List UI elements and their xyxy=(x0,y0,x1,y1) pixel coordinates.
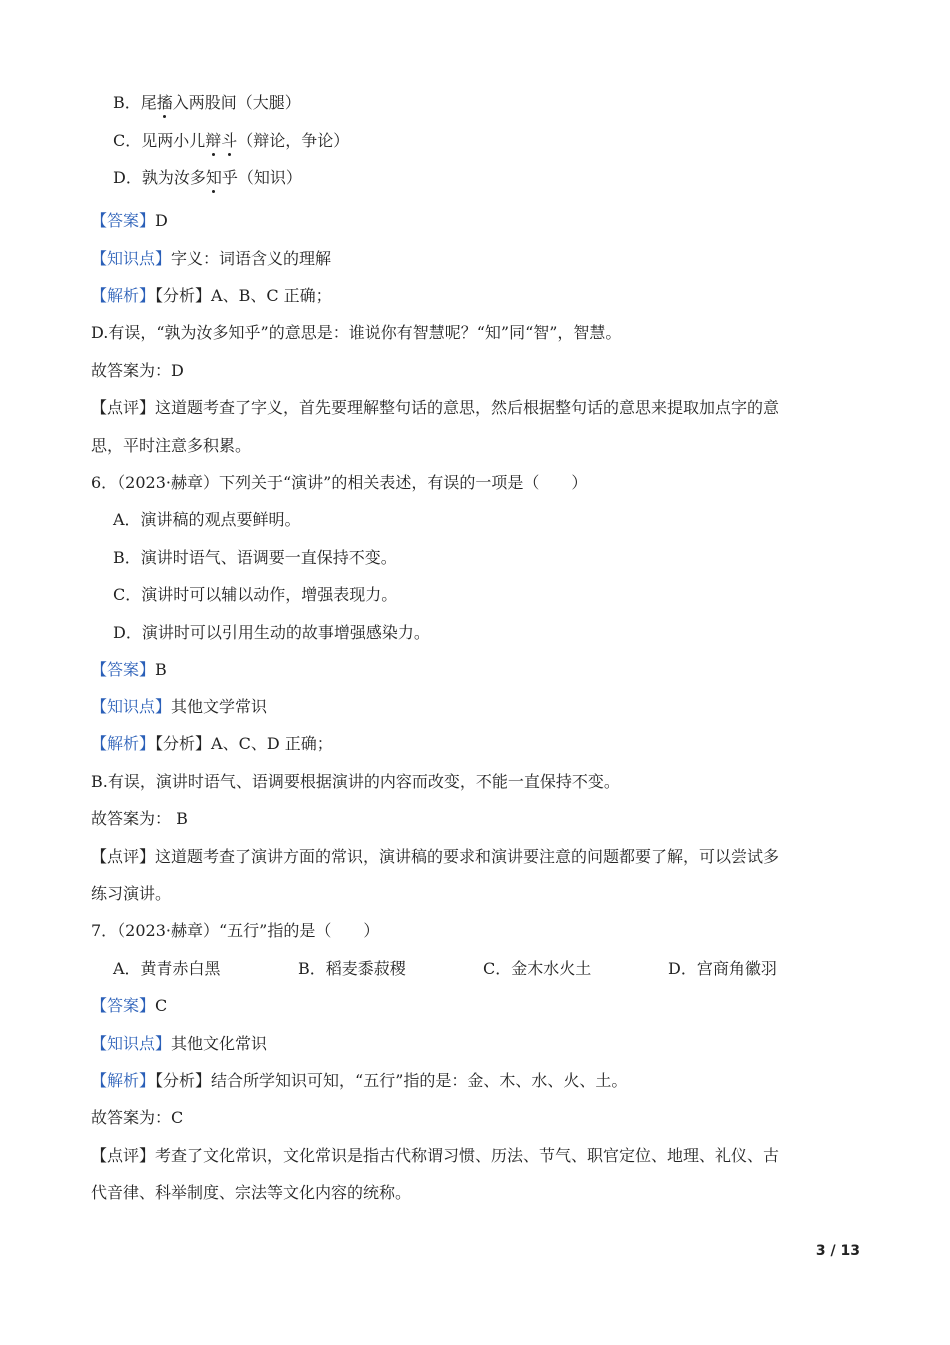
option-text: 入两股间（大腿） xyxy=(172,93,301,112)
comment-text: 考查了文化常识，文化常识是指古代称谓习惯、历法、节气、职官定位、地理、礼仪、古 xyxy=(155,1146,780,1165)
dotted-char: 搐 xyxy=(156,93,173,112)
question-stem: 7．（2023·赫章）“五行”指的是（ ） xyxy=(91,921,380,940)
knowledge-value: 其他文化常识 xyxy=(171,1034,268,1053)
fenxi-label: 【分析】 xyxy=(155,1071,212,1090)
comment-label: 【点评】 xyxy=(91,847,156,866)
dotted-char: 辩 xyxy=(205,131,222,150)
dotted-char: 斗 xyxy=(221,131,238,150)
analysis-text: D.有误，“孰为汝多知乎”的意思是：谁说你有智慧呢？“知”同“智”，智慧。 xyxy=(91,323,622,342)
comment-label: 【点评】 xyxy=(91,398,156,417)
knowledge-label: 【知识点】 xyxy=(91,697,172,716)
analysis-value: A、C、D 正确； xyxy=(211,734,333,753)
knowledge-line xyxy=(91,1034,267,1054)
comment-text: 这道题考查了字义，首先要理解整句话的意思，然后根据整句话的意思来提取加点字的意 xyxy=(155,398,780,417)
answer-value: C xyxy=(155,996,168,1015)
option-b: B．稻麦黍菽稷 xyxy=(298,959,406,978)
question-stem: 6．（2023·赫章）下列关于“演讲”的相关表述，有误的一项是（ ） xyxy=(91,473,588,492)
comment-line xyxy=(91,847,779,867)
conclusion-text: 故答案为：C xyxy=(91,1108,184,1127)
option-c: C．演讲时可以辅以动作，增强表现力。 xyxy=(113,585,398,604)
knowledge-line xyxy=(91,697,267,717)
option-text: D．孰为汝多 xyxy=(113,168,206,187)
answer-value: B xyxy=(155,660,167,679)
dotted-char: 知 xyxy=(205,168,222,187)
knowledge-label: 【知识点】 xyxy=(91,1034,172,1053)
option-text: 乎（知识） xyxy=(221,168,302,187)
option-text: （辩论，争论） xyxy=(237,131,350,150)
comment-text-cont: 代音律、科举制度、宗法等文化内容的统称。 xyxy=(91,1183,412,1202)
conclusion-text: 故答案为： B xyxy=(91,809,188,828)
comment-line xyxy=(91,398,779,418)
knowledge-label: 【知识点】 xyxy=(91,249,172,268)
option-text: B．尾 xyxy=(113,93,157,112)
option-a: A．黄青赤白黑 xyxy=(113,959,221,978)
comment-text-cont: 思，平时注意多积累。 xyxy=(91,436,252,455)
analysis-label: 【解析】 xyxy=(91,1071,156,1090)
answer-label: 【答案】 xyxy=(91,996,156,1015)
option-a: A．演讲稿的观点要鲜明。 xyxy=(113,510,301,529)
comment-text-cont: 练习演讲。 xyxy=(91,884,172,903)
fenxi-label: 【分析】 xyxy=(155,286,212,305)
option-c xyxy=(113,131,349,151)
answer-label: 【答案】 xyxy=(91,660,156,679)
comment-text: 这道题考查了演讲方面的常识，演讲稿的要求和演讲要注意的问题都要了解，可以尝试多 xyxy=(155,847,780,866)
answer-line xyxy=(91,211,168,231)
page-number: 3 / 13 xyxy=(815,1243,860,1259)
analysis-line xyxy=(91,734,333,754)
knowledge-value: 字义：词语含义的理解 xyxy=(171,249,332,268)
answer-line xyxy=(91,660,167,680)
answer-line xyxy=(91,996,167,1016)
analysis-line xyxy=(91,1071,627,1091)
analysis-label: 【解析】 xyxy=(91,286,156,305)
analysis-line xyxy=(91,286,332,306)
option-b xyxy=(113,93,301,113)
answer-value: D xyxy=(155,211,168,230)
knowledge-line xyxy=(91,249,331,269)
analysis-value: 结合所学知识可知，“五行”指的是：金、木、水、火、土。 xyxy=(211,1071,628,1090)
analysis-label: 【解析】 xyxy=(91,734,156,753)
comment-label: 【点评】 xyxy=(91,1146,156,1165)
analysis-text: B.有误，演讲时语气、语调要根据演讲的内容而改变，不能一直保持不变。 xyxy=(91,772,620,791)
fenxi-label: 【分析】 xyxy=(155,734,212,753)
comment-line xyxy=(91,1146,779,1166)
option-d: D．宫商角徽羽 xyxy=(668,959,777,978)
analysis-value: A、B、C 正确； xyxy=(211,286,332,305)
option-b: B．演讲时语气、语调要一直保持不变。 xyxy=(113,548,397,567)
knowledge-value: 其他文学常识 xyxy=(171,697,268,716)
option-c: C．金木水火土 xyxy=(483,959,592,978)
conclusion-text: 故答案为：D xyxy=(91,361,184,380)
option-text: C．见两小儿 xyxy=(113,131,206,150)
option-d xyxy=(113,168,302,188)
option-d: D．演讲时可以引用生动的故事增强感染力。 xyxy=(113,623,430,642)
answer-label: 【答案】 xyxy=(91,211,156,230)
options-row xyxy=(113,959,813,979)
